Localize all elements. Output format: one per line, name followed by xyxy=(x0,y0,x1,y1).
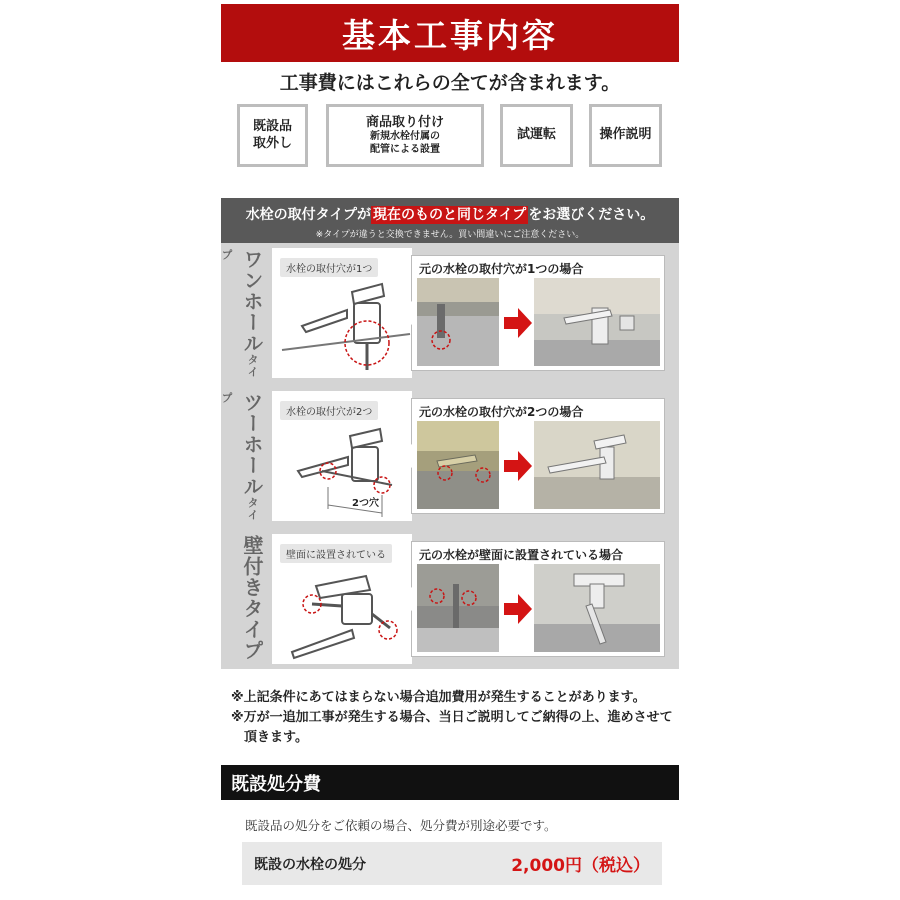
type-name-sub: タイプ xyxy=(220,392,259,521)
work-item-install xyxy=(326,104,484,167)
work-item-explanation xyxy=(589,104,662,167)
two-hole-caption: 2つ穴 xyxy=(352,498,379,509)
type-illustration-label: 水栓の取付穴が2つ xyxy=(280,401,378,420)
type-name-two-hole xyxy=(220,392,267,526)
type-header-prefix: 水栓の取付タイプが xyxy=(245,207,371,223)
type-panel xyxy=(221,243,679,669)
type-illustration-label: 壁面に設置されている xyxy=(280,544,392,563)
note-line: ※万が一追加工事が発生する場合、当日ご説明してご納得の上、進めさせて頂きます。 xyxy=(231,710,673,746)
type-section-header xyxy=(221,198,679,243)
before-photo xyxy=(417,564,499,652)
type-row-wall-mounted xyxy=(221,531,679,665)
type-header-suffix: をお選びください。 xyxy=(528,207,655,223)
arrow-right-icon xyxy=(504,308,532,338)
work-item-removal-line2: 取外し xyxy=(252,135,292,151)
type-illustration xyxy=(272,391,412,521)
before-photo xyxy=(417,278,499,366)
work-item-explanation-label: 操作説明 xyxy=(599,127,652,143)
type-name-main: ツーホール xyxy=(240,392,264,497)
type-header-main xyxy=(221,198,679,224)
arrow-right-icon xyxy=(504,451,532,481)
fee-item-label: 既設の水栓の処分 xyxy=(254,856,366,873)
after-photo xyxy=(534,421,660,509)
work-item-install-title: 商品取り付け xyxy=(365,114,444,130)
work-item-install-sub1: 新規水栓付属の xyxy=(370,131,440,143)
fee-item-price: 2,000円（税込） xyxy=(511,856,650,876)
work-item-install-sub2: 配管による設置 xyxy=(370,143,440,155)
type-photo-title: 元の水栓の取付穴が1つの場合 xyxy=(419,262,584,276)
arrow-right-icon xyxy=(504,594,532,624)
work-item-test-run-label: 試運転 xyxy=(516,127,556,143)
type-photo-panel xyxy=(411,398,665,514)
work-item-removal-line1: 既設品 xyxy=(252,119,292,135)
page-title: 基本工事内容 xyxy=(221,4,679,62)
fee-section-header: 既設処分費 xyxy=(221,765,679,800)
work-item-removal xyxy=(237,104,308,167)
type-header-note: ※タイプが違うと交換できません。買い間違いにご注意ください。 xyxy=(315,230,585,240)
note-line: ※上記条件にあてはまらない場合追加費用が発生することがあります。 xyxy=(231,690,646,705)
type-name-one-hole xyxy=(220,249,267,383)
fee-description: 既設品の処分をご依頼の場合、処分費が別途必要です。 xyxy=(245,818,557,833)
type-photo-panel xyxy=(411,541,665,657)
type-illustration-label: 水栓の取付穴が1つ xyxy=(280,258,378,277)
after-photo xyxy=(534,278,660,366)
type-illustration xyxy=(272,534,412,664)
type-name-main: 壁付きタイプ xyxy=(240,535,264,661)
type-photo-panel xyxy=(411,255,665,371)
type-illustration xyxy=(272,248,412,378)
type-photo-title: 元の水栓の取付穴が2つの場合 xyxy=(419,405,584,419)
type-row-two-hole xyxy=(221,388,679,526)
work-item-test-run xyxy=(500,104,573,167)
type-row-one-hole xyxy=(221,245,679,383)
page-subtitle: 工事費にはこれらの全てが含まれます。 xyxy=(279,72,621,94)
fee-row xyxy=(242,842,662,885)
notes xyxy=(221,688,679,748)
before-photo xyxy=(417,421,499,509)
after-photo xyxy=(534,564,660,652)
type-photo-title: 元の水栓が壁面に設置されている場合 xyxy=(419,548,624,562)
type-name-sub: タイプ xyxy=(220,249,259,378)
work-items xyxy=(221,104,679,168)
type-header-highlight: 現在のものと同じタイプ xyxy=(373,207,527,223)
type-name-wall-mounted xyxy=(227,535,267,661)
type-name-main: ワンホール xyxy=(240,249,264,354)
